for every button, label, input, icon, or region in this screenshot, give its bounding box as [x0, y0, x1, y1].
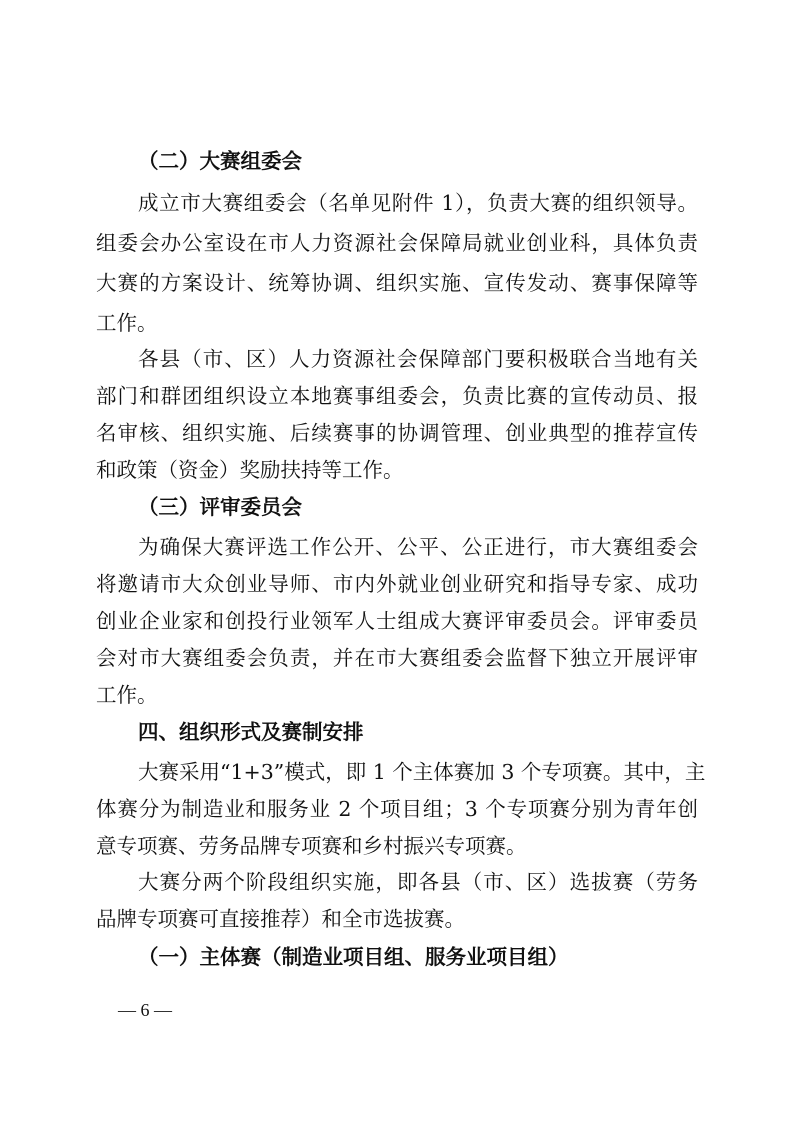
paragraph-line: 为确保大赛评选工作公开、公平、公正进行，市大赛组委会: [138, 535, 698, 559]
page-number: — 6 —: [118, 1000, 172, 1020]
paragraph-line: 会对市大赛组委会负责，并在市大赛组委会监督下独立开展评审: [96, 646, 698, 670]
paragraph-line: 工作。: [96, 311, 158, 335]
section-heading-main-competition: （一）主体赛（制造业项目组、服务业项目组）: [138, 945, 569, 969]
paragraph-line: 大赛的方案设计、统筹协调、组织实施、宣传发动、赛事保障等: [96, 271, 698, 295]
paragraph-line: 大赛采用“1+3”模式，即 1 个主体赛加 3 个专项赛。其中，主: [138, 760, 706, 784]
paragraph-line: 体赛分为制造业和服务业 2 个项目组；3 个专项赛分别为青年创: [96, 797, 698, 821]
paragraph-line: 意专项赛、劳务品牌专项赛和乡村振兴专项赛。: [96, 834, 527, 858]
paragraph-line: 创业企业家和创投行业领军人士组成大赛评审委员会。评审委员: [96, 609, 698, 633]
paragraph-line: 和政策（资金）奖励扶持等工作。: [96, 458, 404, 482]
paragraph-line: 成立市大赛组委会（名单见附件 1），负责大赛的组织领导。: [138, 191, 698, 215]
paragraph-line: 各县（市、区）人力资源社会保障部门要积极联合当地有关: [138, 347, 698, 371]
section-heading-organizing-committee: （二）大赛组委会: [138, 149, 302, 173]
paragraph-line: 将邀请市大众创业导师、市内外就业创业研究和指导专家、成功: [96, 572, 698, 596]
paragraph-line: 组委会办公室设在市人力资源社会保障局就业创业科，具体负责: [96, 231, 698, 255]
paragraph-line: 名审核、组织实施、后续赛事的协调管理、创业典型的推荐宣传: [96, 421, 698, 445]
paragraph-line: 大赛分两个阶段组织实施，即各县（市、区）选拔赛（劳务: [138, 870, 698, 894]
paragraph-line: 部门和群团组织设立本地赛事组委会，负责比赛的宣传动员、报: [96, 384, 698, 408]
section-heading-format: 四、组织形式及赛制安排: [138, 720, 364, 744]
paragraph-line: 工作。: [96, 683, 158, 707]
paragraph-line: 品牌专项赛可直接推荐）和全市选拔赛。: [96, 907, 465, 931]
section-heading-review-committee: （三）评审委员会: [138, 495, 302, 519]
